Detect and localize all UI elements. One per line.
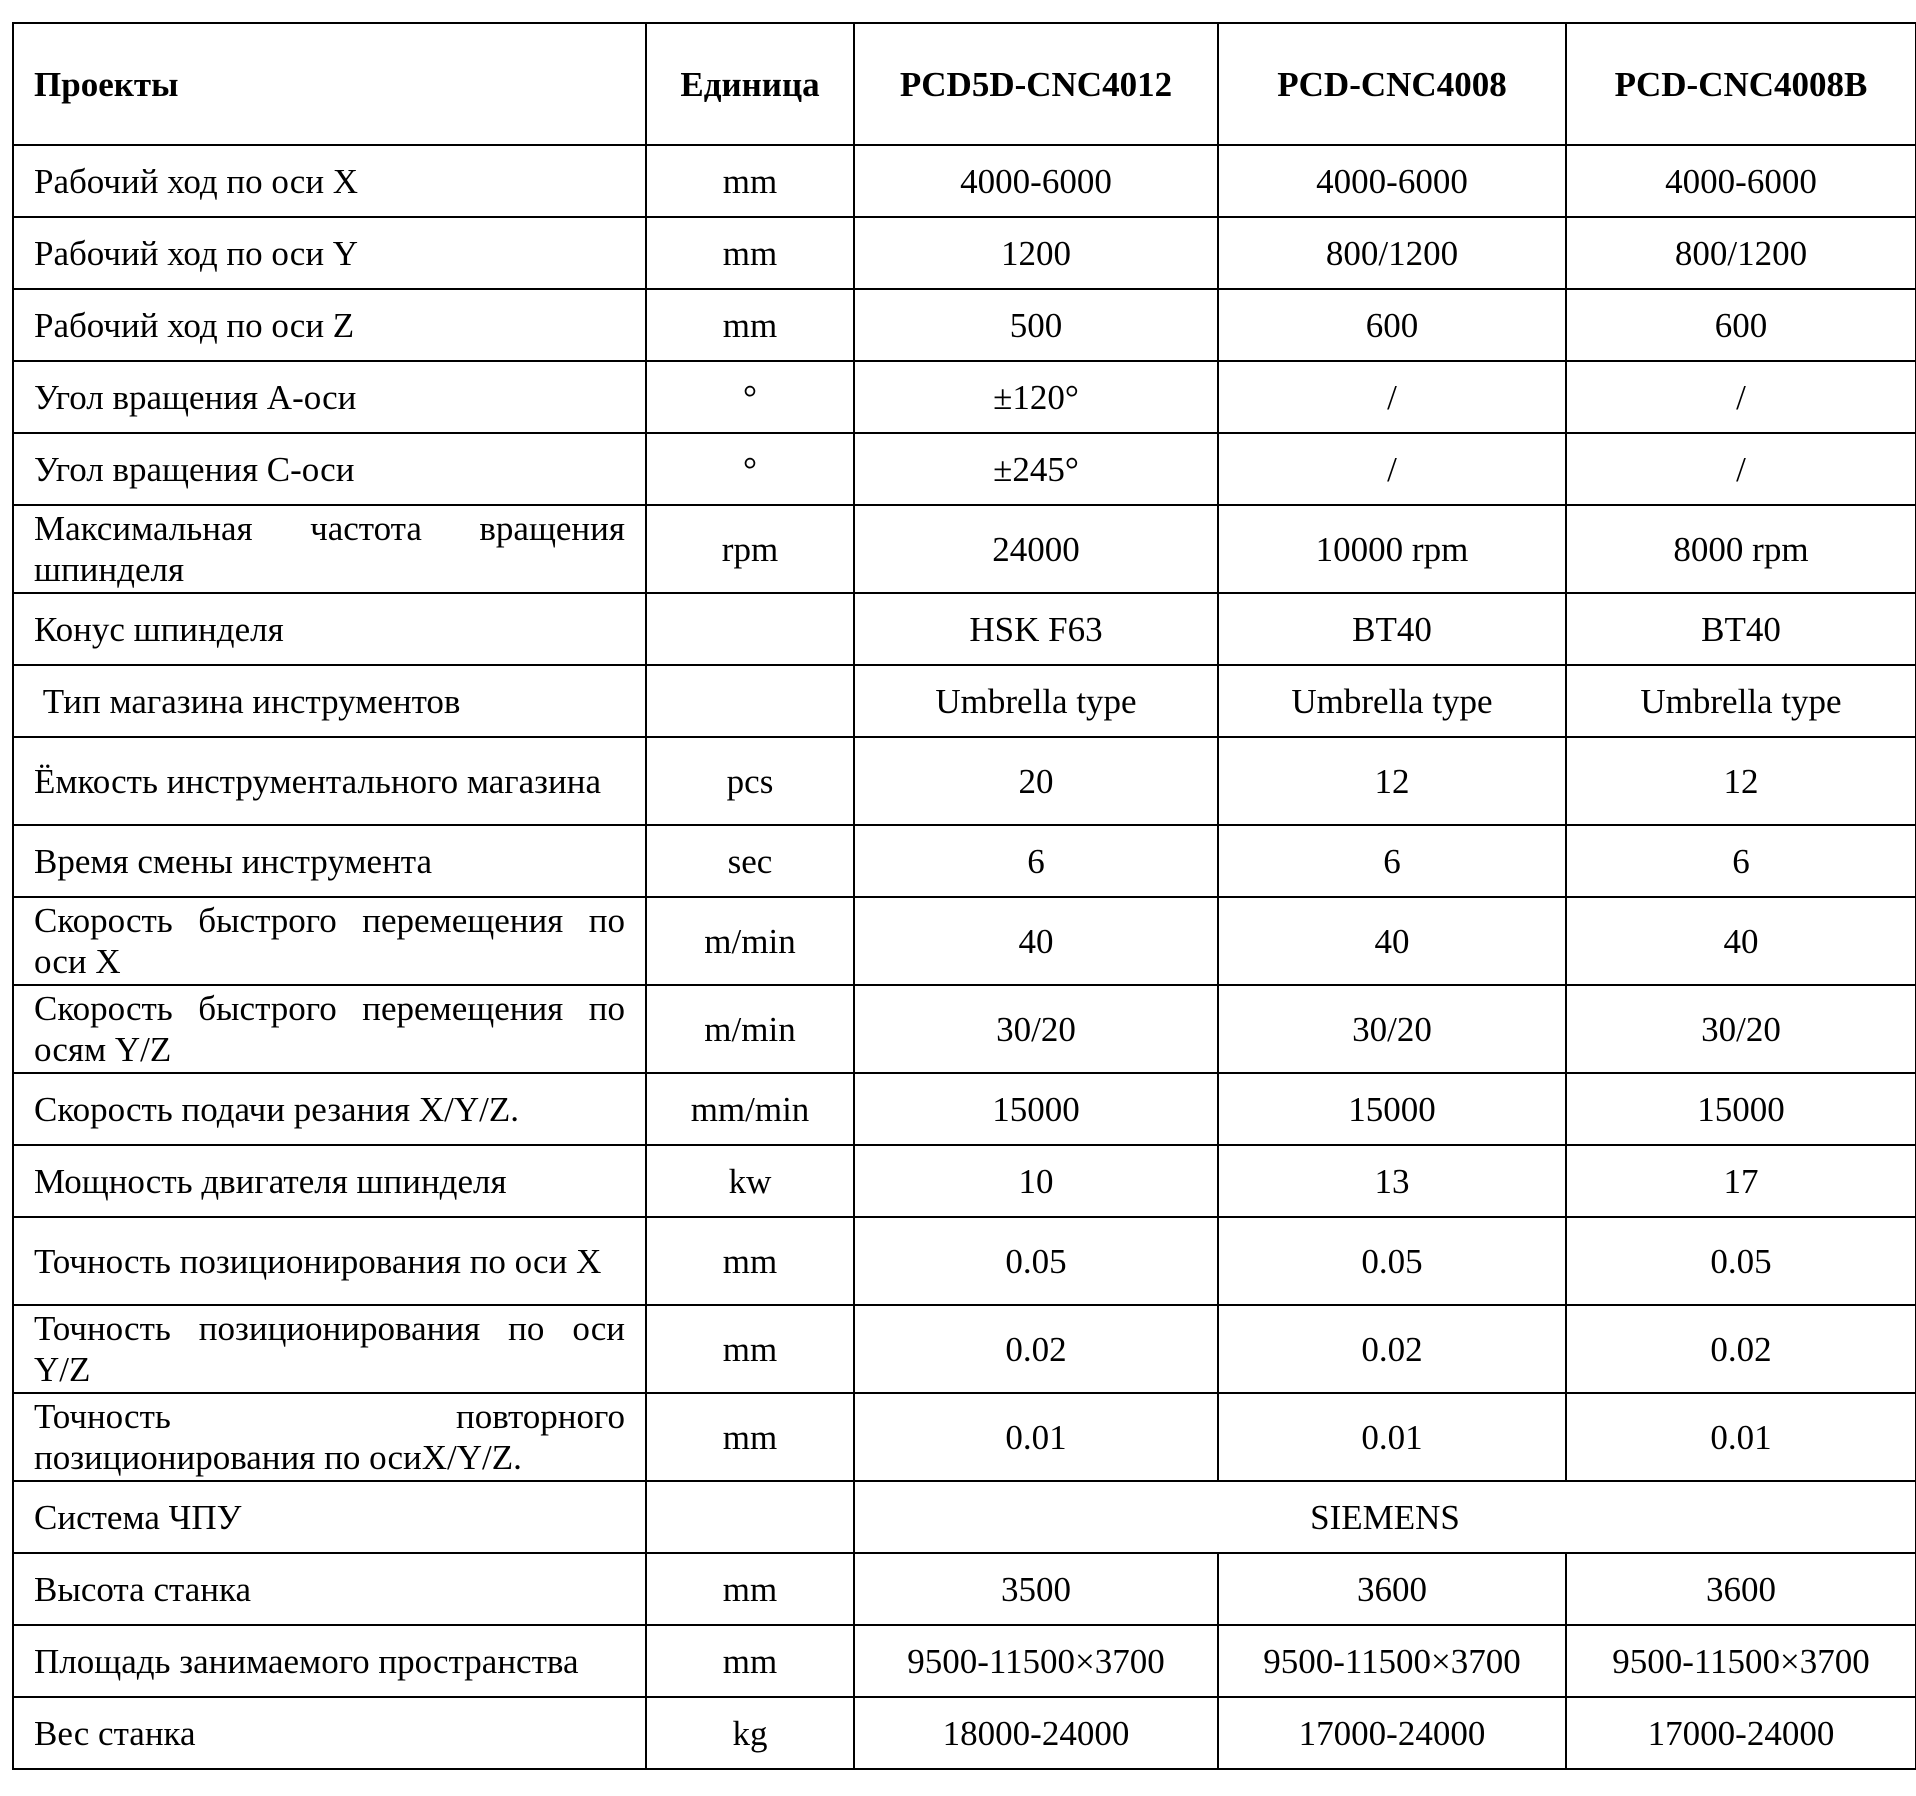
value-model-2: 15000 [1218, 1073, 1566, 1145]
table-row [13, 1553, 1916, 1625]
param-name: Система ЧПУ [13, 1481, 646, 1553]
param-name: Рабочий ход по оси Y [13, 217, 646, 289]
value-model-2: / [1218, 361, 1566, 433]
header-model-3: PCD-CNC4008B [1566, 23, 1916, 145]
value-model-1: ±120° [854, 361, 1218, 433]
param-name: Точность позиционирования по оси X [13, 1217, 646, 1305]
param-unit: mm [646, 289, 854, 361]
value-model-3: 17 [1566, 1145, 1916, 1217]
param-name: Точность позиционирования по оси Y/Z [13, 1305, 646, 1393]
param-unit: kg [646, 1697, 854, 1769]
param-unit [646, 593, 854, 665]
param-name: Максимальная частота вращения шпинделя [13, 505, 646, 593]
param-unit: kw [646, 1145, 854, 1217]
table-row [13, 593, 1916, 665]
value-model-2: 10000 rpm [1218, 505, 1566, 593]
value-model-2: 600 [1218, 289, 1566, 361]
value-model-3: Umbrella type [1566, 665, 1916, 737]
value-model-2: 13 [1218, 1145, 1566, 1217]
table-row [13, 1217, 1916, 1305]
value-model-1: 1200 [854, 217, 1218, 289]
param-name: Рабочий ход по оси X [13, 145, 646, 217]
value-model-1: 30/20 [854, 985, 1218, 1073]
value-model-2: 0.02 [1218, 1305, 1566, 1393]
param-unit: sec [646, 825, 854, 897]
value-model-3: 4000-6000 [1566, 145, 1916, 217]
value-model-3: / [1566, 361, 1916, 433]
value-model-3: / [1566, 433, 1916, 505]
param-unit: mm [646, 1305, 854, 1393]
table-row [13, 1697, 1916, 1769]
value-model-1: 0.05 [854, 1217, 1218, 1305]
value-model-2: 0.05 [1218, 1217, 1566, 1305]
value-model-1: 0.01 [854, 1393, 1218, 1481]
param-unit: m/min [646, 897, 854, 985]
table-row [13, 1145, 1916, 1217]
value-model-1: 4000-6000 [854, 145, 1218, 217]
value-model-3: 3600 [1566, 1553, 1916, 1625]
param-name: Высота станка [13, 1553, 646, 1625]
param-unit [646, 665, 854, 737]
spec-table [12, 22, 1916, 1770]
header-model-1: PCD5D-CNC4012 [854, 23, 1218, 145]
param-name: Ёмкость инструментального магазина [13, 737, 646, 825]
value-model-2: 40 [1218, 897, 1566, 985]
header-row [13, 23, 1916, 145]
table-row [13, 1305, 1916, 1393]
param-name: Мощность двигателя шпинделя [13, 1145, 646, 1217]
value-model-2: 12 [1218, 737, 1566, 825]
param-unit: mm [646, 1217, 854, 1305]
value-model-1: 40 [854, 897, 1218, 985]
table-row [13, 145, 1916, 217]
value-model-1: 10 [854, 1145, 1218, 1217]
table-row [13, 1625, 1916, 1697]
param-name: Конус шпинделя [13, 593, 646, 665]
table-row [13, 361, 1916, 433]
value-model-1: 20 [854, 737, 1218, 825]
value-model-1: ±245° [854, 433, 1218, 505]
header-unit: Единица [646, 23, 854, 145]
table-row [13, 289, 1916, 361]
header-projects: Проекты [13, 23, 646, 145]
value-model-2: / [1218, 433, 1566, 505]
table-row [13, 433, 1916, 505]
value-model-2: 800/1200 [1218, 217, 1566, 289]
value-model-1: 18000-24000 [854, 1697, 1218, 1769]
param-unit: rpm [646, 505, 854, 593]
value-model-1: 500 [854, 289, 1218, 361]
value-merged-all-models: SIEMENS [854, 1481, 1916, 1553]
value-model-3: 12 [1566, 737, 1916, 825]
value-model-2: BT40 [1218, 593, 1566, 665]
param-name: Тип магазина инструментов [13, 665, 646, 737]
value-model-1: 24000 [854, 505, 1218, 593]
param-unit: mm [646, 1625, 854, 1697]
param-unit: mm [646, 217, 854, 289]
value-model-3: 0.02 [1566, 1305, 1916, 1393]
value-model-1: 3500 [854, 1553, 1218, 1625]
value-model-3: 15000 [1566, 1073, 1916, 1145]
value-model-3: 0.05 [1566, 1217, 1916, 1305]
value-model-2: 9500-11500×3700 [1218, 1625, 1566, 1697]
param-name: Время смены инструмента [13, 825, 646, 897]
param-name: Площадь занимаемого пространства [13, 1625, 646, 1697]
value-model-1: HSK F63 [854, 593, 1218, 665]
table-row [13, 1393, 1916, 1481]
param-unit: ° [646, 433, 854, 505]
value-model-3: 30/20 [1566, 985, 1916, 1073]
table-row [13, 1481, 1916, 1553]
value-model-2: 4000-6000 [1218, 145, 1566, 217]
value-model-1: Umbrella type [854, 665, 1218, 737]
value-model-1: 15000 [854, 1073, 1218, 1145]
param-name: Скорость быстрого перемещения по осям Y/Z [13, 985, 646, 1073]
value-model-3: 17000-24000 [1566, 1697, 1916, 1769]
param-name: Угол вращения A-оси [13, 361, 646, 433]
value-model-3: 9500-11500×3700 [1566, 1625, 1916, 1697]
value-model-2: Umbrella type [1218, 665, 1566, 737]
value-model-3: 40 [1566, 897, 1916, 985]
param-name: Рабочий ход по оси Z [13, 289, 646, 361]
value-model-1: 9500-11500×3700 [854, 1625, 1218, 1697]
param-name: Вес станка [13, 1697, 646, 1769]
value-model-2: 17000-24000 [1218, 1697, 1566, 1769]
param-unit: ° [646, 361, 854, 433]
value-model-3: 6 [1566, 825, 1916, 897]
param-unit: mm [646, 1393, 854, 1481]
table-row [13, 985, 1916, 1073]
param-name: Скорость быстрого перемещения по оси X [13, 897, 646, 985]
value-model-2: 0.01 [1218, 1393, 1566, 1481]
param-name: Угол вращения C-оси [13, 433, 646, 505]
value-model-1: 6 [854, 825, 1218, 897]
param-name: Скорость подачи резания X/Y/Z. [13, 1073, 646, 1145]
value-model-2: 6 [1218, 825, 1566, 897]
value-model-3: BT40 [1566, 593, 1916, 665]
param-unit: pcs [646, 737, 854, 825]
value-model-3: 600 [1566, 289, 1916, 361]
table-row [13, 505, 1916, 593]
table-row [13, 665, 1916, 737]
param-unit: mm/min [646, 1073, 854, 1145]
table-row [13, 1073, 1916, 1145]
value-model-2: 3600 [1218, 1553, 1566, 1625]
value-model-2: 30/20 [1218, 985, 1566, 1073]
param-unit: mm [646, 1553, 854, 1625]
param-unit: m/min [646, 985, 854, 1073]
table-row [13, 737, 1916, 825]
param-unit: mm [646, 145, 854, 217]
table-row [13, 217, 1916, 289]
table-row [13, 897, 1916, 985]
value-model-3: 0.01 [1566, 1393, 1916, 1481]
param-unit [646, 1481, 854, 1553]
value-model-1: 0.02 [854, 1305, 1218, 1393]
header-model-2: PCD-CNC4008 [1218, 23, 1566, 145]
value-model-3: 8000 rpm [1566, 505, 1916, 593]
table-row [13, 825, 1916, 897]
value-model-3: 800/1200 [1566, 217, 1916, 289]
param-name: Точность повторного позиционирования по осиX/Y/Z. [13, 1393, 646, 1481]
